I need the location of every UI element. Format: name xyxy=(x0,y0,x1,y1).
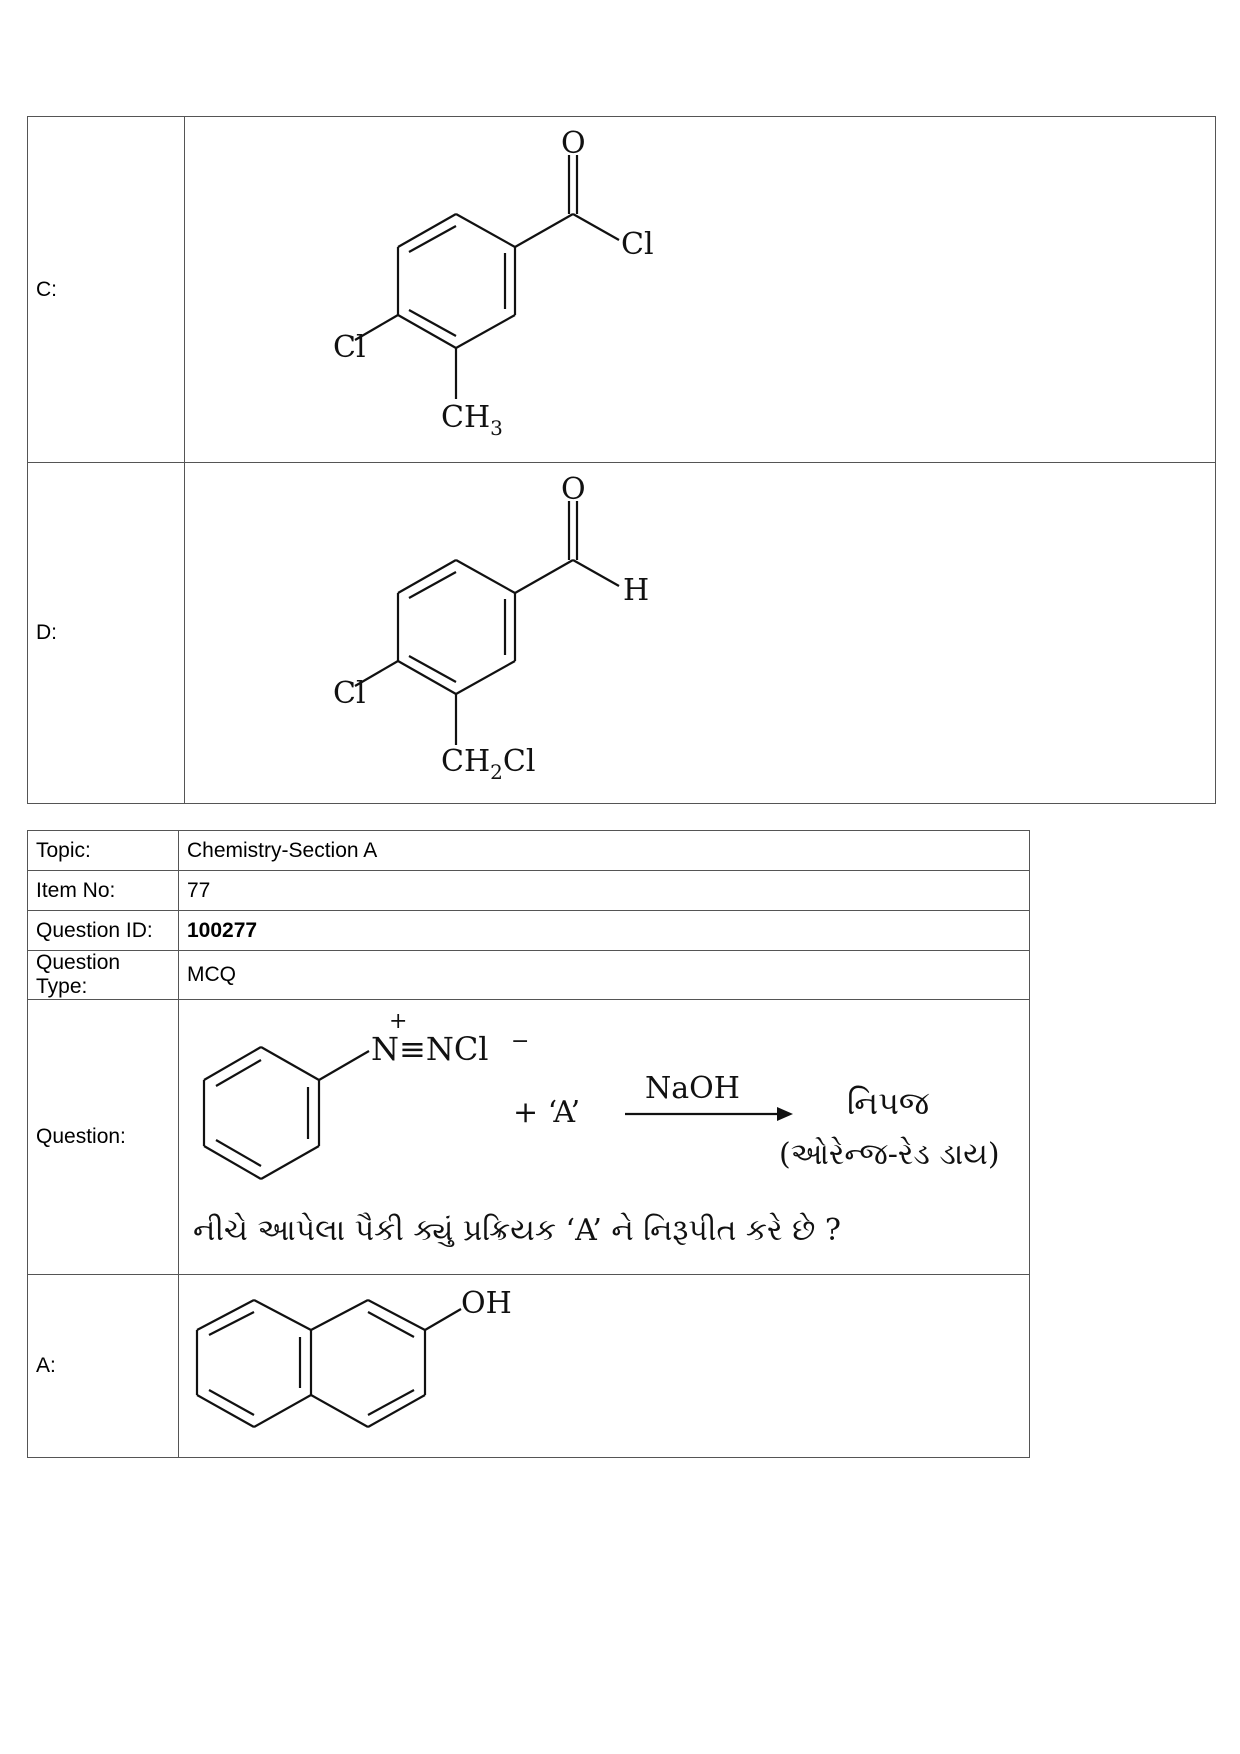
option-c-structure-cell xyxy=(185,117,1216,463)
question-type-value: MCQ xyxy=(179,951,1030,1000)
reagent-naoh: NaOH xyxy=(645,1071,740,1106)
plus-reactant-a: + ‘A’ xyxy=(513,1095,581,1130)
question-id-label: Question ID: xyxy=(28,911,179,951)
question-text: નીચે આપેલા પૈકી ક્યું પ્રક્રિયક ‘A’ ને નિરૂપીત કરે છે ? xyxy=(193,1213,841,1248)
product-note: (ઓરેન્જ-રેડ ડાય) xyxy=(779,1137,1000,1172)
atom-cl-ring: Cl xyxy=(333,676,366,711)
question-id-value: 100277 xyxy=(179,911,1030,951)
hydroxyl-group: OH xyxy=(461,1286,512,1321)
option-a-structure xyxy=(179,1275,1029,1457)
option-a-row xyxy=(28,1275,1030,1458)
product-label: નિપજ xyxy=(847,1084,930,1122)
diazonium-formula: N≡NCl xyxy=(371,1030,489,1068)
item-label: Item No: xyxy=(28,871,179,911)
option-d-label: D: xyxy=(28,463,185,804)
question-row xyxy=(28,1000,1030,1275)
option-d-structure-cell xyxy=(185,463,1216,804)
topic-value: Chemistry-Section A xyxy=(179,831,1030,871)
question-content-cell xyxy=(179,1000,1030,1275)
question-table xyxy=(27,830,1030,1458)
option-a-label: A: xyxy=(28,1275,179,1458)
option-a-structure-cell xyxy=(179,1275,1030,1458)
question-label: Question: xyxy=(28,1000,179,1275)
reaction-arrow xyxy=(625,1107,793,1121)
atom-cl-acyl: Cl xyxy=(621,227,654,262)
topic-row xyxy=(28,831,1030,871)
option-c-bonds xyxy=(355,155,619,399)
option-d-structure xyxy=(185,463,1215,803)
atom-o: O xyxy=(561,472,586,507)
option-d-bonds xyxy=(355,501,619,745)
option-c-row xyxy=(28,117,1216,463)
item-row xyxy=(28,871,1030,911)
atom-h: H xyxy=(623,573,650,608)
question-type-label: Question Type: xyxy=(28,951,179,1000)
group-ch2cl: $CH_2Cl$ xyxy=(441,744,536,784)
options-table-top xyxy=(27,116,1216,804)
question-type-row xyxy=(28,951,1030,1000)
plus-charge: + xyxy=(389,1009,408,1034)
option-c-structure xyxy=(185,117,1215,462)
option-c-label: C: xyxy=(28,117,185,463)
topic-label: Topic: xyxy=(28,831,179,871)
naphthol-bonds xyxy=(197,1300,461,1427)
benzene-ring-bonds xyxy=(204,1047,369,1179)
atom-o: O xyxy=(561,126,586,161)
group-ch3: $CH_3$ xyxy=(441,400,503,440)
minus-charge: − xyxy=(511,1029,530,1054)
option-d-row xyxy=(28,463,1216,804)
question-id-row xyxy=(28,911,1030,951)
question-reaction-diagram xyxy=(179,1000,1029,1274)
item-value: 77 xyxy=(179,871,1030,911)
atom-cl-ring: Cl xyxy=(333,330,366,365)
